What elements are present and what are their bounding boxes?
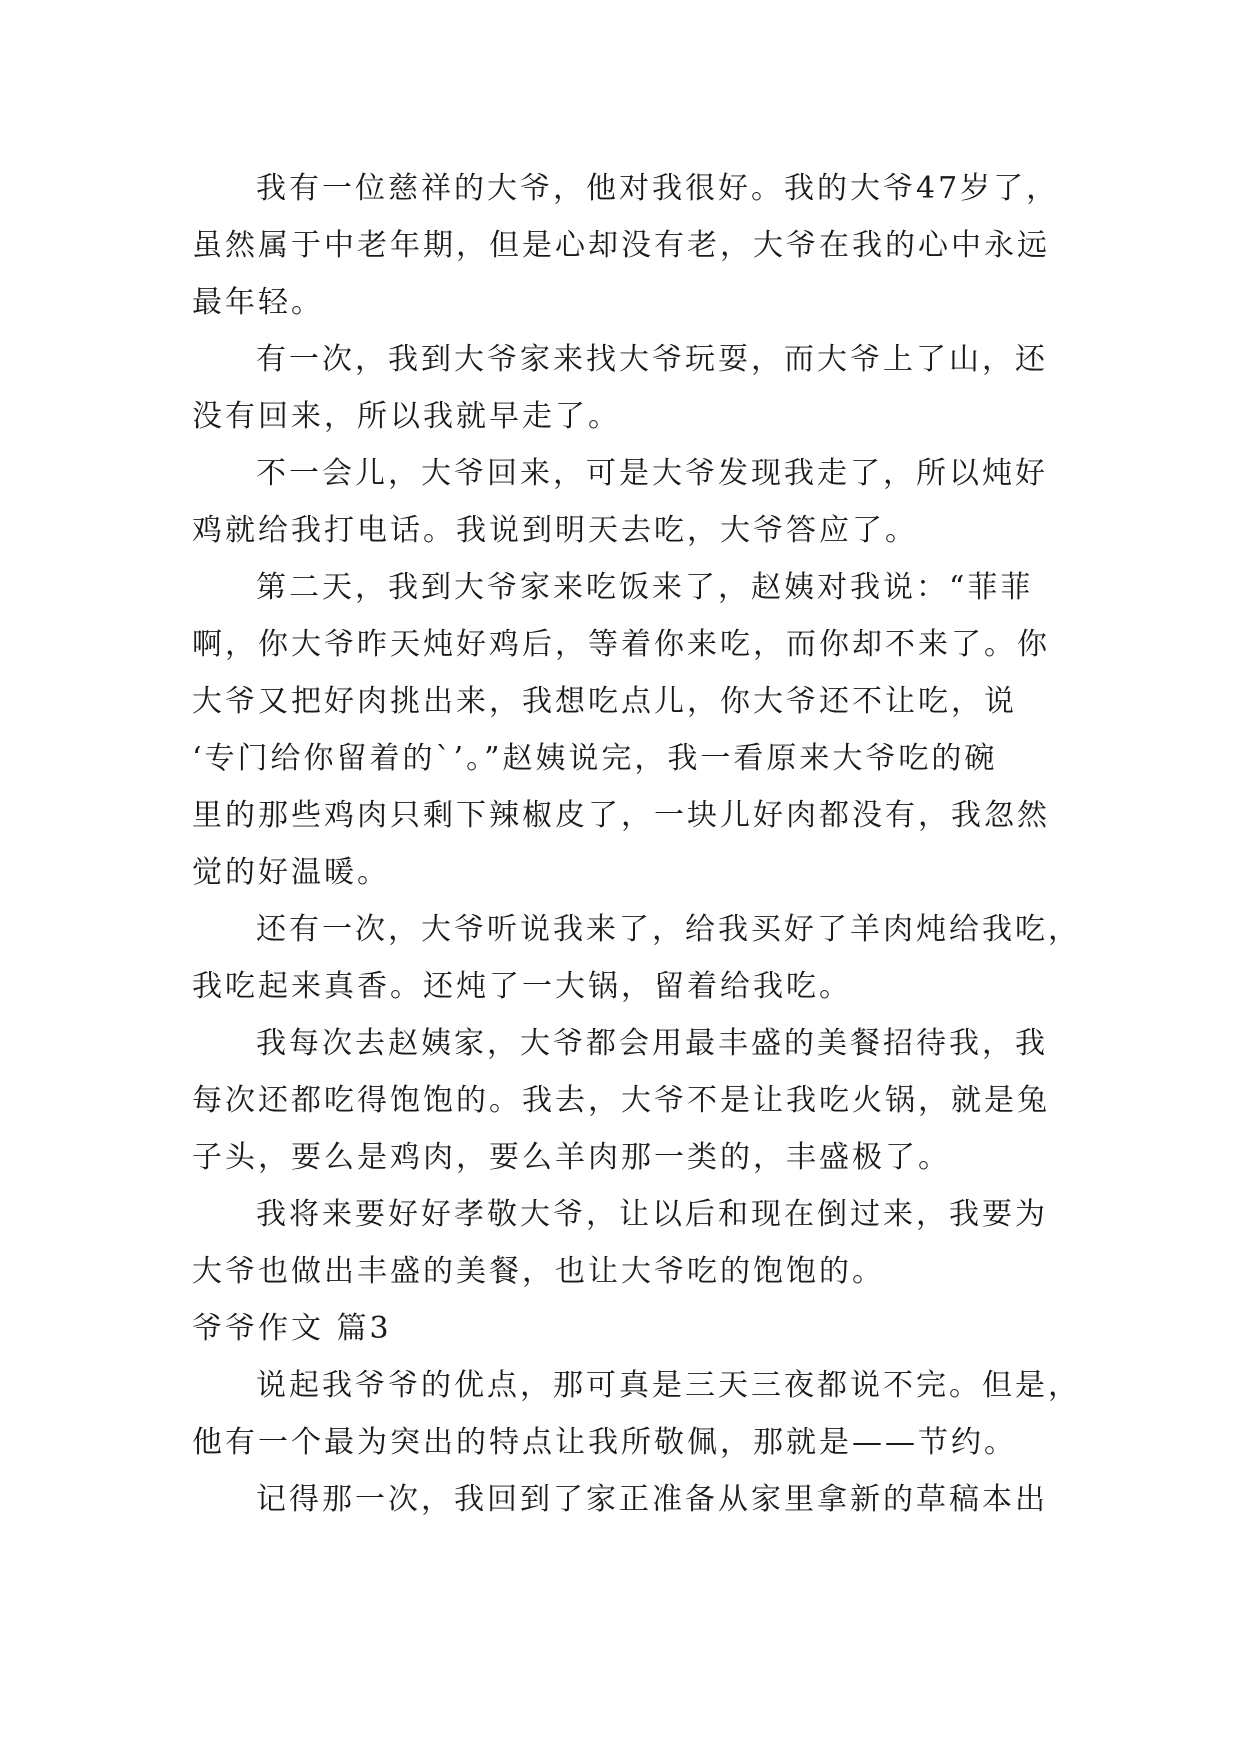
text-line: 虽然属于中老年期，但是心却没有老，大爷在我的心中永远	[192, 228, 1050, 263]
text-line: 我每次去赵姨家，大爷都会用最丰盛的美餐招待我，我	[256, 1026, 1048, 1061]
text-line: 觉的好温暖。	[192, 855, 390, 890]
text-line: 有一次，我到大爷家来找大爷玩耍，而大爷上了山，还	[256, 342, 1048, 377]
text-line: 我吃起来真香。还炖了一大锅，留着给我吃。	[192, 969, 852, 1004]
text-line: 每次还都吃得饱饱的。我去，大爷不是让我吃火锅，就是兔	[192, 1083, 1050, 1118]
paragraph-2	[192, 331, 1052, 445]
text-line: 里的那些鸡肉只剩下辣椒皮了，一块儿好肉都没有，我忽然	[192, 798, 1050, 833]
text-line: 说起我爷爷的优点，那可真是三天三夜都说不完。但是，	[256, 1368, 1081, 1403]
text-line: 不一会儿，大爷回来，可是大爷发现我走了，所以炖好	[256, 456, 1048, 491]
section-heading: 爷爷作文 篇3	[192, 1311, 392, 1346]
text-line: 第二天，我到大爷家来吃饭来了，赵姨对我说：“菲菲	[256, 570, 1034, 605]
paragraph-6	[192, 1015, 1052, 1186]
text-line: 还有一次，大爷听说我来了，给我买好了羊肉炖给我吃，	[256, 912, 1081, 947]
paragraph-5	[192, 901, 1081, 1015]
text-line: 啊，你大爷昨天炖好鸡后，等着你来吃，而你却不来了。你	[192, 627, 1050, 662]
paragraph-1	[192, 160, 1060, 331]
document-body	[192, 160, 1081, 1528]
paragraph-3	[192, 445, 1052, 559]
text-line: 鸡就给我打电话。我说到明天去吃，大爷答应了。	[192, 513, 918, 548]
text-line: ‘专门给你留着的`’。”赵姨说完，我一看原来大爷吃的碗	[192, 741, 998, 776]
text-line: 最年轻。	[192, 285, 324, 320]
text-line: 记得那一次，我回到了家正准备从家里拿新的草稿本出	[256, 1482, 1048, 1517]
paragraph-7	[192, 1186, 1052, 1300]
text-line: 子头，要么是鸡肉，要么羊肉那一类的，丰盛极了。	[192, 1140, 951, 1175]
paragraph-8	[192, 1357, 1081, 1471]
paragraph-9	[192, 1471, 1052, 1528]
text-line: 没有回来，所以我就早走了。	[192, 399, 621, 434]
paragraph-4	[192, 559, 1052, 901]
text-line: 我将来要好好孝敬大爷，让以后和现在倒过来，我要为	[256, 1197, 1048, 1232]
text-line: 大爷又把好肉挑出来，我想吃点儿，你大爷还不让吃，说	[192, 684, 1017, 719]
text-line: 我有一位慈祥的大爷，他对我很好。我的大爷47岁了，	[256, 171, 1060, 206]
text-line: 他有一个最为突出的特点让我所敬佩，那就是——节约。	[192, 1425, 1017, 1460]
text-line: 大爷也做出丰盛的美餐，也让大爷吃的饱饱的。	[192, 1254, 885, 1289]
